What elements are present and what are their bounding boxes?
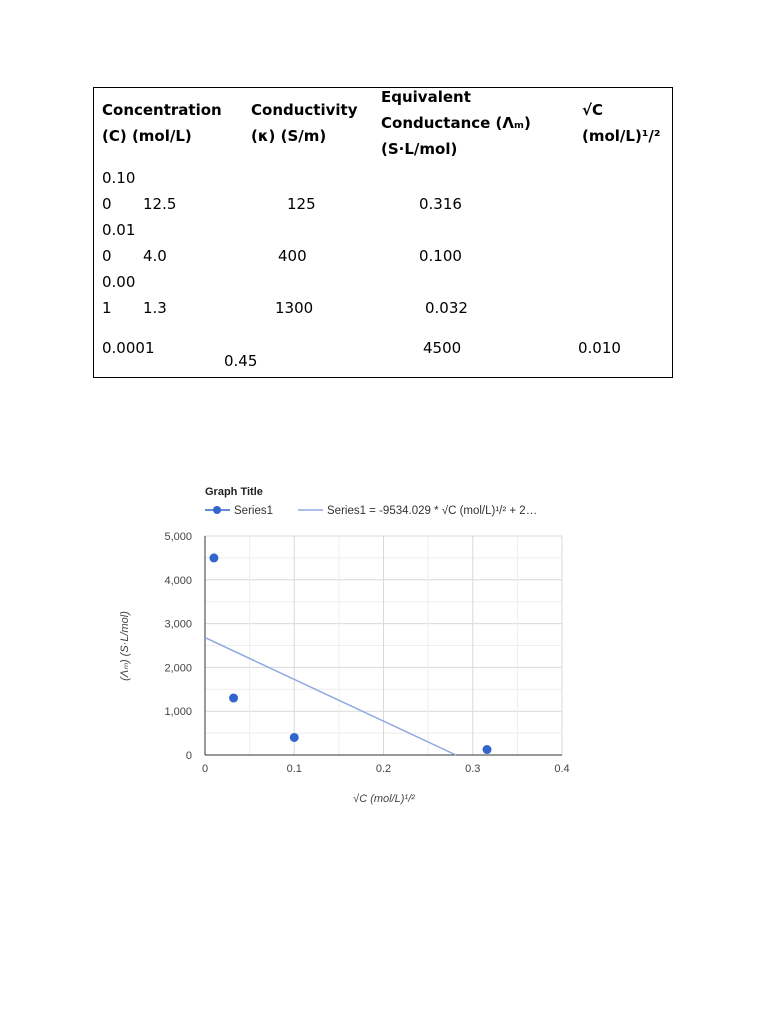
cell-conductivity: 0.45 xyxy=(224,352,258,370)
data-point xyxy=(290,733,299,742)
header-equivalent-conductance: Equivalent Conductance (Λₘ) (S·L/mol) xyxy=(381,88,531,158)
cell-equivalent-conductance: 400 xyxy=(278,247,307,265)
header-concentration: Concentration (C) (mol/L) xyxy=(102,101,222,145)
data-point xyxy=(229,694,238,703)
y-tick-label: 2,000 xyxy=(164,662,192,675)
y-tick-label: 5,000 xyxy=(164,531,192,543)
x-tick-label: 0.1 xyxy=(286,763,302,775)
x-tick-label: 0.2 xyxy=(375,763,392,775)
x-axis-label: √C (mol/L)¹/² xyxy=(353,793,415,805)
y-tick-label: 3,000 xyxy=(164,618,192,631)
chart-title: Graph Title xyxy=(205,486,263,498)
y-tick-label: 4,000 xyxy=(164,574,192,587)
trendline xyxy=(205,638,456,755)
cell-concentration: 0.010 xyxy=(102,221,136,265)
y-tick-label: 1,000 xyxy=(164,706,192,719)
cell-sqrt-c: 0.100 xyxy=(419,247,462,265)
cell-conductivity: 1.3 xyxy=(143,299,167,317)
cell-sqrt-c: 0.032 xyxy=(425,299,468,317)
cell-equivalent-conductance: 4500 xyxy=(423,339,462,357)
cell-equivalent-conductance: 125 xyxy=(287,195,316,213)
y-axis-label: (Λₘ) (S·L/mol) xyxy=(119,611,131,681)
legend-trendline-label: Series1 = -9534.029 * √C (mol/L)¹/² + 2… xyxy=(327,505,538,517)
cell-sqrt-c: 0.010 xyxy=(578,339,621,357)
cell-concentration: 0.001 xyxy=(102,273,136,317)
data-point xyxy=(483,745,492,754)
x-tick-label: 0.3 xyxy=(465,763,481,775)
cell-concentration: 0.0001 xyxy=(102,339,155,357)
cell-conductivity: 12.5 xyxy=(143,195,177,213)
x-tick-label: 0 xyxy=(201,763,209,775)
cell-conductivity: 4.0 xyxy=(143,247,167,265)
cell-sqrt-c: 0.316 xyxy=(419,195,462,213)
cell-concentration: 0.100 xyxy=(102,169,136,213)
y-tick-label: 0 xyxy=(185,750,192,762)
header-conductivity: Conductivity (κ) (S/m) xyxy=(251,101,358,145)
x-tick-label: 0.4 xyxy=(554,763,570,775)
header-sqrt-c: √C (mol/L)¹/² xyxy=(582,101,661,145)
legend-series-label: Series1 xyxy=(234,505,273,517)
data-point xyxy=(209,553,218,562)
legend xyxy=(205,504,537,517)
legend-series-marker xyxy=(213,506,221,514)
cell-equivalent-conductance: 1300 xyxy=(275,299,314,317)
